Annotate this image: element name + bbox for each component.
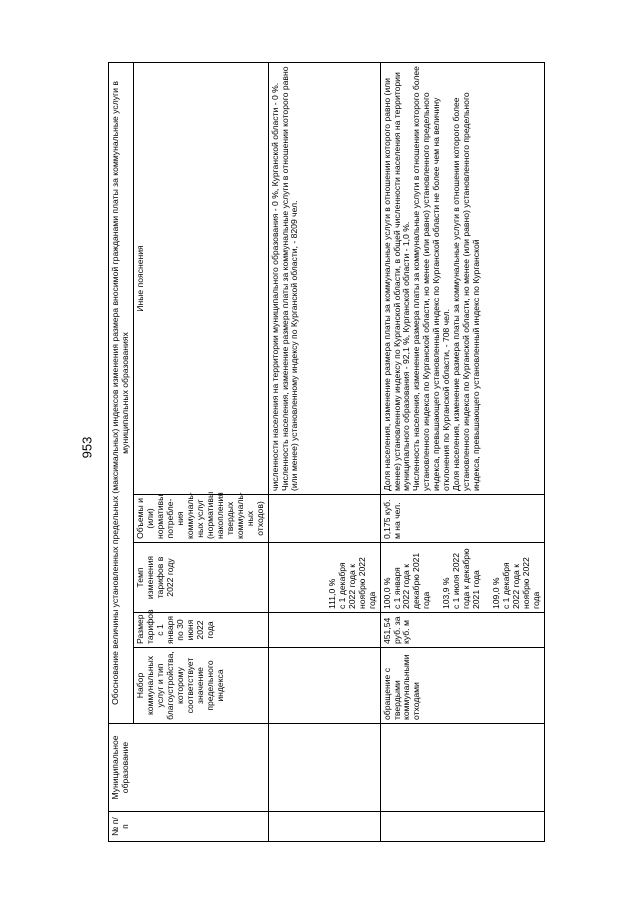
cell-num <box>380 812 545 842</box>
rotated-table-wrapper <box>108 62 608 842</box>
header-row-1 <box>109 63 134 842</box>
cell-tariff-size: 451,54 руб. за куб. м <box>380 613 545 648</box>
header-tariff-rate: Темп изменения тарифов в 2022 году <box>133 543 268 613</box>
header-tariff-size: Размер тарифов с 1 января по 30 июня 2022 года <box>133 613 268 648</box>
header-volumes: Объемы и (или) нормативы потребле-ния коммуналь-ных услуг (нормативы накопления твердых коммуналь-ных отходов) <box>133 495 268 543</box>
cell-tariff-size <box>268 613 380 648</box>
cell-services <box>268 648 380 724</box>
cell-notes: Доля населения, изменение размера платы за коммунальные услуги в отношении которого равно (или менее) установленному индексу по Курганской области, в общей численности населения на территории муниципального образования - 92,1 %, Курганской области - 1,0 %. Численность населения, изменение размера платы за коммунальные услуги в отношении которого более установленного индекса по Курганской области, но менее (или равно) установленного предельного индекса, превышающего установленный индекс по Курганской области не более чем на величину отклонения по Курганской области, - 708 чел. Доля населения, изменение размера платы за коммунальные услуги в отношении которого более установленного индекса по Курганской области, но менее (или равно) установленного предельного индекса, превышающего установленный индекс по Курганской <box>380 63 545 495</box>
cell-num <box>268 812 380 842</box>
cell-volumes <box>268 495 380 543</box>
tariff-table <box>108 62 545 842</box>
table-row <box>380 63 545 842</box>
header-group-title: Обоснование величины установленных предельных (максимальных) индексов изменения размера вносимой гражданами платы за коммунальные услуги в муниципальных образованиях <box>109 63 134 724</box>
page-number: 953 <box>79 436 95 459</box>
cell-notes: численности населения на территории муниципального образования - 0 %, Курганской области - 0 %. Численность населения, изменение размера платы за коммунальные услуги в отношении которого равно (или менее) установленному индексу по Курганской области, - 8209 чел. <box>268 63 380 495</box>
cell-volumes: 0,175 куб. м на чел. <box>380 495 545 543</box>
cell-municipality <box>268 724 380 812</box>
cell-services: обращение с твердыми коммунальными отходами <box>380 648 545 724</box>
header-municipality: Муниципальное образование <box>109 724 269 812</box>
cell-tariff-rate: 111,0 % с 1 декабря 2022 года к ноябрю 2022 года <box>268 543 380 613</box>
header-num: № п/п <box>109 812 269 842</box>
cell-municipality <box>380 724 545 812</box>
header-services: Набор коммунальных услуг и тип благоустройства, которому соответствует значение предельного индекса <box>133 648 268 724</box>
table-row <box>268 63 380 842</box>
header-notes: Иные пояснения <box>133 63 268 495</box>
cell-tariff-rate: 100,0 % с 1 января 2022 года к декабрю 2021 года 103,9 % с 1 июля 2022 года к декабрю 2021 года 109,0 % с 1 декабря 2022 года к ноябрю 2022 года <box>380 543 545 613</box>
